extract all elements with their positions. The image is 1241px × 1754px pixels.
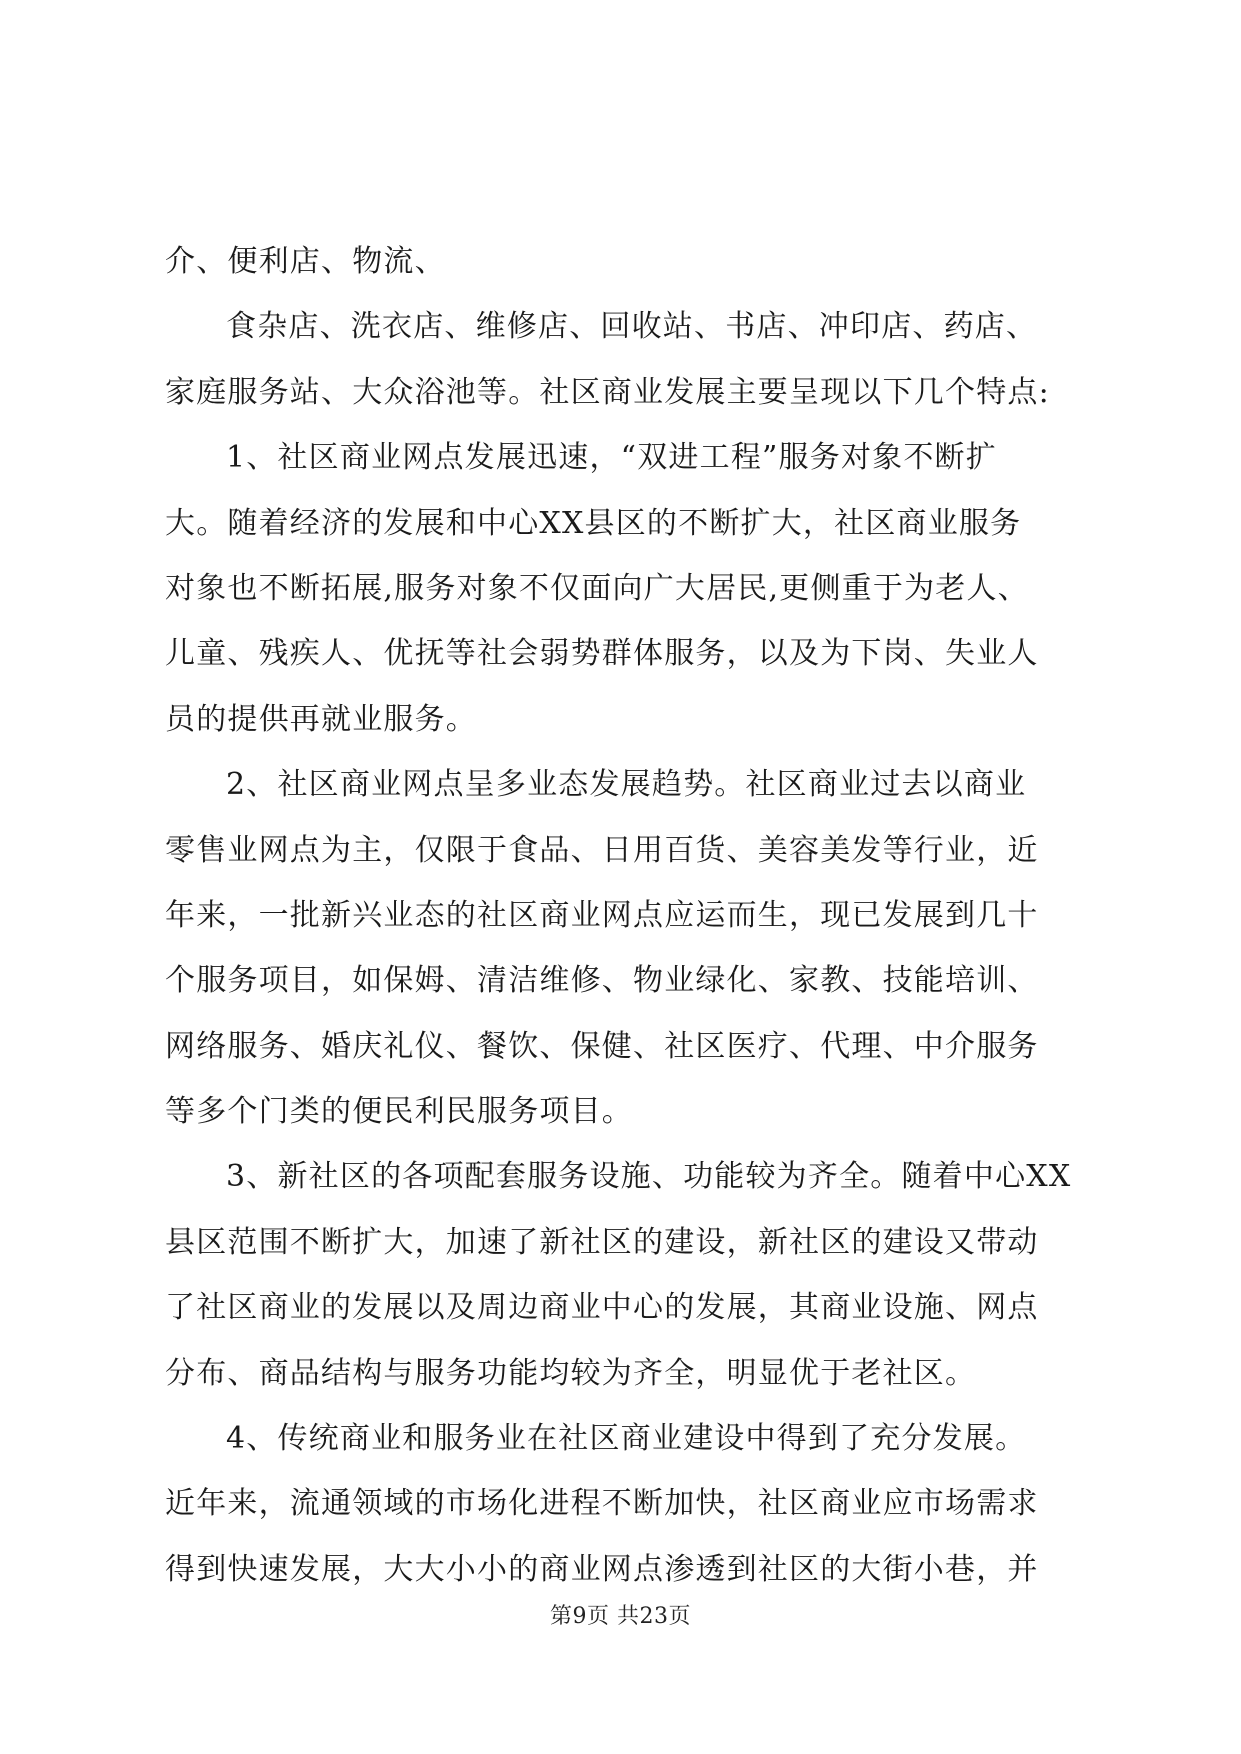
text-line: 1、社区商业网点发展迅速，“双进工程”服务对象不断扩 — [226, 440, 997, 476]
text-line: 2、社区商业网点呈多业态发展趋势。社区商业过去以商业 — [226, 767, 1027, 803]
text-line: 对象也不断拓展,服务对象不仅面向广大居民,更侧重于为老人、 — [165, 570, 1029, 606]
text-line: 近年来，流通领域的市场化进程不断加快，社区商业应市场需求 — [165, 1486, 1039, 1522]
text-line: 网络服务、婚庆礼仪、餐饮、保健、社区医疗、代理、中介服务 — [165, 1028, 1039, 1064]
text-line: 个服务项目，如保姆、清洁维修、物业绿化、家教、技能培训、 — [165, 963, 1039, 999]
text-line: 家庭服务站、大众浴池等。社区商业发展主要呈现以下几个特点: — [165, 374, 1050, 410]
text-line: 4、传统商业和服务业在社区商业建设中得到了充分发展。 — [226, 1421, 1027, 1457]
text-line: 县区范围不断扩大，加速了新社区的建设，新社区的建设又带动 — [165, 1224, 1039, 1260]
text-line: 了社区商业的发展以及周边商业中心的发展，其商业设施、网点 — [165, 1290, 1039, 1326]
page-footer — [0, 1602, 1241, 1632]
text-line: 儿童、残疾人、优抚等社会弱势群体服务，以及为下岗、失业人 — [165, 636, 1039, 672]
text-line: 食杂店、洗衣店、维修店、回收站、书店、冲印店、药店、 — [226, 309, 1038, 345]
text-line: 分布、商品结构与服务功能均较为齐全，明显优于老社区。 — [165, 1355, 977, 1391]
text-line: 大。随着经济的发展和中心XX县区的不断扩大，社区商业服务 — [165, 505, 1022, 541]
text-line: 年来，一批新兴业态的社区商业网点应运而生，现已发展到几十 — [165, 897, 1039, 933]
text-line: 零售业网点为主，仅限于食品、日用百货、美容美发等行业，近 — [165, 832, 1039, 868]
document-body — [165, 229, 1100, 1602]
text-line: 介、便利店、物流、 — [165, 244, 446, 279]
text-line: 员的提供再就业服务。 — [165, 701, 477, 737]
text-line: 得到快速发展，大大小小的商业网点渗透到社区的大街小巷，并 — [165, 1551, 1039, 1587]
page-number-label: 第9页 共23页 — [550, 1604, 691, 1629]
text-line: 3、新社区的各项配套服务设施、功能较为齐全。随着中心XX — [226, 1159, 1072, 1195]
text-line: 等多个门类的便民利民服务项目。 — [165, 1094, 633, 1130]
